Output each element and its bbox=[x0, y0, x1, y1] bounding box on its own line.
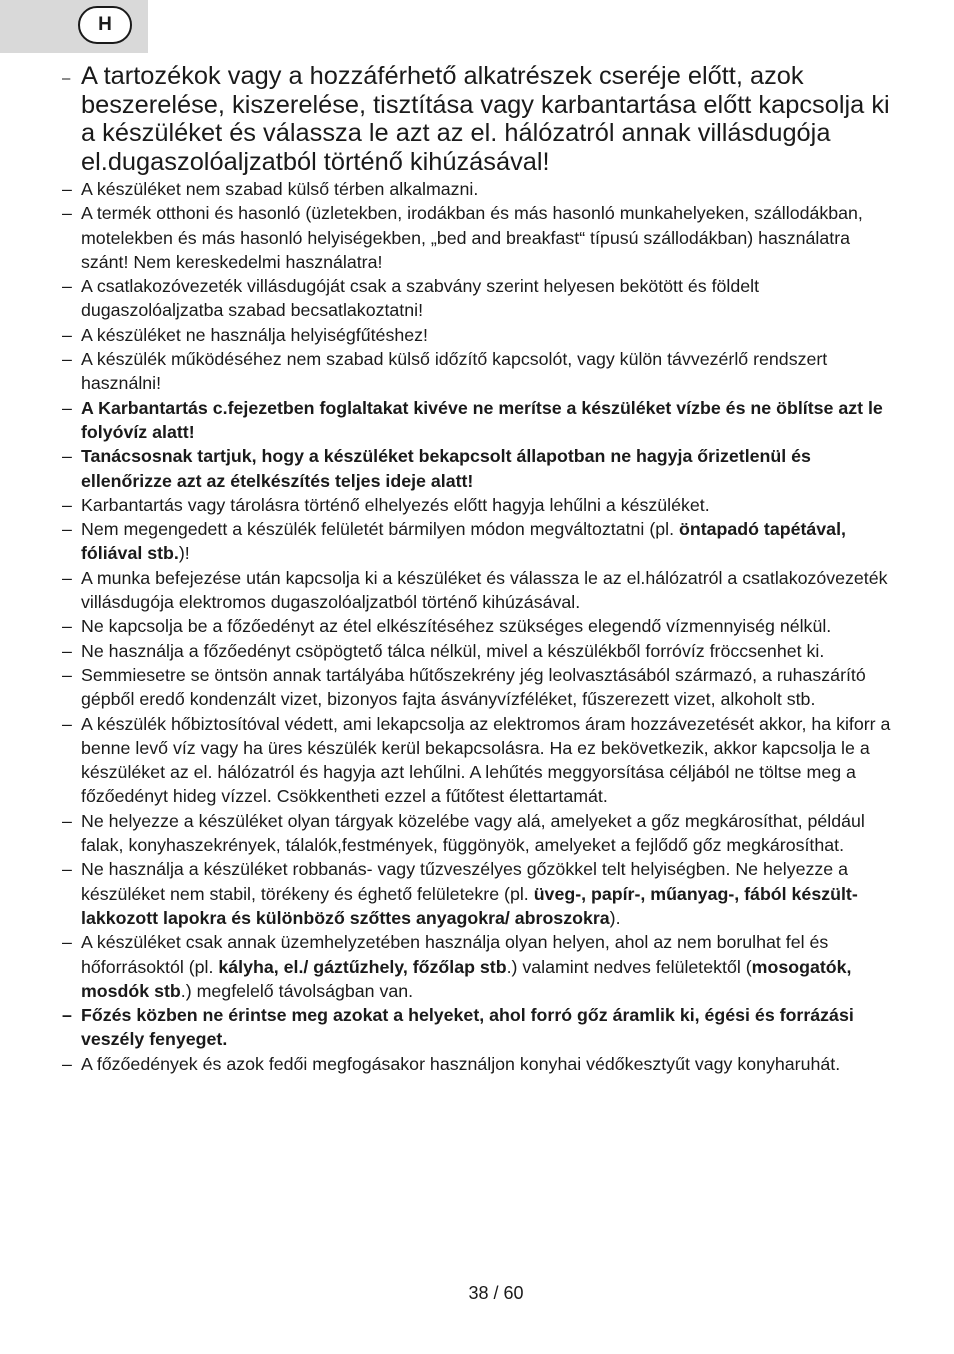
list-dash: – bbox=[62, 640, 72, 661]
bold-text: A Karbantartás c.fejezetben foglaltakat kivéve ne merítse a készüléket vízbe és ne öblítse azt le folyóvíz alatt! bbox=[81, 397, 883, 442]
list-dash: – bbox=[62, 519, 72, 540]
list-item bbox=[62, 1052, 892, 1076]
bold-text: öntapadó tapétával, fóliával stb. bbox=[81, 519, 846, 564]
text: A munka befejezése után kapcsolja ki a készüléket és válassza le az el.hálózatról a csatlakozóvezeték villásdugója elektromos dugaszolóaljzatból történő kihúzásával. bbox=[81, 567, 888, 613]
list-item bbox=[62, 444, 892, 493]
list-dash: – bbox=[62, 70, 71, 87]
list-item bbox=[62, 347, 892, 396]
text: Ne használja a főzőedényt csöpögtető tálca nélkül, mivel a készülékből forróvíz fröccsenhet ki. bbox=[81, 640, 825, 661]
text: A készüléket nem szabad külső térben alkalmazni. bbox=[81, 179, 479, 199]
text: A csatlakozóvezeték villásdugóját csak a szabvány szerint helyesen bekötött és földelt dugaszolóaljzatba szabad becsatlakoztatni! bbox=[81, 276, 760, 321]
list-item bbox=[62, 62, 892, 176]
list-dash: – bbox=[62, 567, 72, 588]
text: A készüléket ne használja helyiségfűtéshez! bbox=[81, 324, 428, 345]
list-dash: – bbox=[62, 932, 72, 953]
list-dash: – bbox=[62, 349, 72, 370]
list-dash: – bbox=[62, 859, 72, 880]
list-item bbox=[62, 614, 892, 638]
text: A készülék hőbiztosítóval védett, ami lekapcsolja az elektromos áram hozzávezetését akkor, ha kiforr a benne levő víz vagy ha üres készülék kerül bekapcsolásra. Ha ez bekövetkezik, akkor kapcsolja le a készüléket az el. hálózatról és hagyja azt lehűlni. A lehűtés meggyorsítása céljából ne töltse meg a főzőedényt hideg vízzel. Csökkentheti ezzel a fűtőtest élettartamát. bbox=[81, 713, 891, 807]
language-badge: H bbox=[78, 6, 132, 44]
text: )! bbox=[178, 543, 190, 564]
bold-text: Főzés közben ne érintse meg azokat a helyeket, ahol forró gőz áramlik ki, égési és forrázási veszély fenyeget. bbox=[81, 1005, 854, 1050]
list-item bbox=[62, 517, 892, 566]
list-item bbox=[62, 274, 892, 323]
list-dash: – bbox=[62, 810, 72, 831]
text: Semmiesetre se öntsön annak tartályába hűtőszekrény jég leolvasztásából származó, a ruhaszárító gépből eredő kondenzált vizet, bizonyos fajta ásványvízféléket, fűszerezett vizet, alkoholt stb. bbox=[81, 664, 866, 710]
text: ). bbox=[609, 907, 621, 928]
list-item bbox=[62, 566, 892, 615]
list-dash: – bbox=[62, 664, 72, 685]
text: Ne használja a készüléket robbanás- vagy tűzveszélyes gőzökkel telt helyiségben. Ne helyezze a készüléket nem stabil, törékeny és éghető felületekre (pl. bbox=[81, 859, 848, 904]
list-item bbox=[62, 809, 892, 858]
text: Ne kapcsolja be a főzőedényt az étel elkészítéséhez szükséges elegendő vízmennyiség nélkül. bbox=[81, 616, 832, 637]
list-dash: – bbox=[62, 1053, 72, 1074]
list-item bbox=[62, 201, 892, 274]
list-dash: – bbox=[62, 203, 72, 224]
safety-instructions-list bbox=[62, 62, 892, 1076]
list-item bbox=[62, 493, 892, 517]
text: A készülék működéséhez nem szabad külső időzítő kapcsolót, vagy külön távvezérlő rendszert használni! bbox=[81, 349, 828, 394]
list-item bbox=[62, 396, 892, 445]
list-item bbox=[62, 323, 892, 347]
list-item bbox=[62, 663, 892, 712]
text: A főzőedények és azok fedői megfogásakor használjon konyhai védőkesztyűt vagy konyharuhát. bbox=[81, 1053, 841, 1074]
list-item bbox=[62, 857, 892, 930]
page-number: 38 / 60 bbox=[468, 1283, 524, 1303]
text: A termék otthoni és hasonló (üzletekben, irodákban és más hasonló munkahelyeken, szállodákban, motelekben és más hasonló helyiségekben, „bed and breakfast“ típusú szállodákban) használatra szánt! Nem kereskedelmi használatra! bbox=[81, 203, 863, 272]
list-item bbox=[62, 1003, 892, 1052]
text: A tartozékok vagy a hozzáférhető alkatrészek cseréje előtt, azok beszerelése, kiszerelése, tisztítása vagy karbantartása előtt kapcsolja ki a készüléket és válassza le azt az el. hálózatról annak villásdugója el.dugaszolóaljzatból történő kihúzásával! bbox=[81, 62, 890, 176]
list-dash: – bbox=[62, 276, 72, 297]
bold-text: üveg-, papír-, műanyag-, fából készült-lakkozott lapokra és különböző szőttes anyagokra/ abroszokra bbox=[81, 883, 858, 928]
bold-text: kályha, el./ gáztűzhely, főzőlap stb bbox=[218, 956, 507, 977]
list-dash: – bbox=[62, 179, 72, 199]
language-tab bbox=[0, 0, 148, 53]
list-item bbox=[62, 930, 892, 1003]
bold-text: Tanácsosnak tartjuk, hogy a készüléket bekapcsolt állapotban ne hagyja őrizetlenül és ellenőrizze azt az ételkészítés teljes ideje alatt! bbox=[81, 446, 811, 491]
text: Karbantartás vagy tárolásra történő elhelyezés előtt hagyja lehűlni a készüléket. bbox=[81, 494, 710, 515]
text: Ne helyezze a készüléket olyan tárgyak közelébe vagy alá, amelyeket a gőz megkárosíthat, például falak, konyhaszekrények, tálalók,festmények, függönyök, amelyeket a fejlődő gőz megkárosíthat. bbox=[81, 810, 865, 856]
list-item bbox=[62, 639, 892, 663]
text: A készüléket csak annak üzemhelyzetében használja olyan helyen, ahol az nem borulhat fel és hőforrásoktól (pl. bbox=[81, 932, 829, 977]
list-dash: – bbox=[62, 713, 72, 734]
list-dash: – bbox=[62, 1005, 72, 1026]
list-dash: – bbox=[62, 397, 72, 418]
list-dash: – bbox=[62, 494, 72, 515]
text: .) megfelelő távolságban van. bbox=[180, 980, 414, 1001]
list-item bbox=[62, 712, 892, 809]
bold-text: mosogatók, mosdók stb bbox=[81, 956, 852, 1001]
list-dash: – bbox=[62, 446, 72, 467]
list-item bbox=[62, 177, 892, 201]
text: Nem megengedett a készülék felületét bármilyen módon megváltoztatni (pl. bbox=[81, 519, 679, 540]
list-dash: – bbox=[62, 324, 72, 345]
text: .) valamint nedves felületektől ( bbox=[506, 956, 752, 977]
list-dash: – bbox=[62, 616, 72, 637]
